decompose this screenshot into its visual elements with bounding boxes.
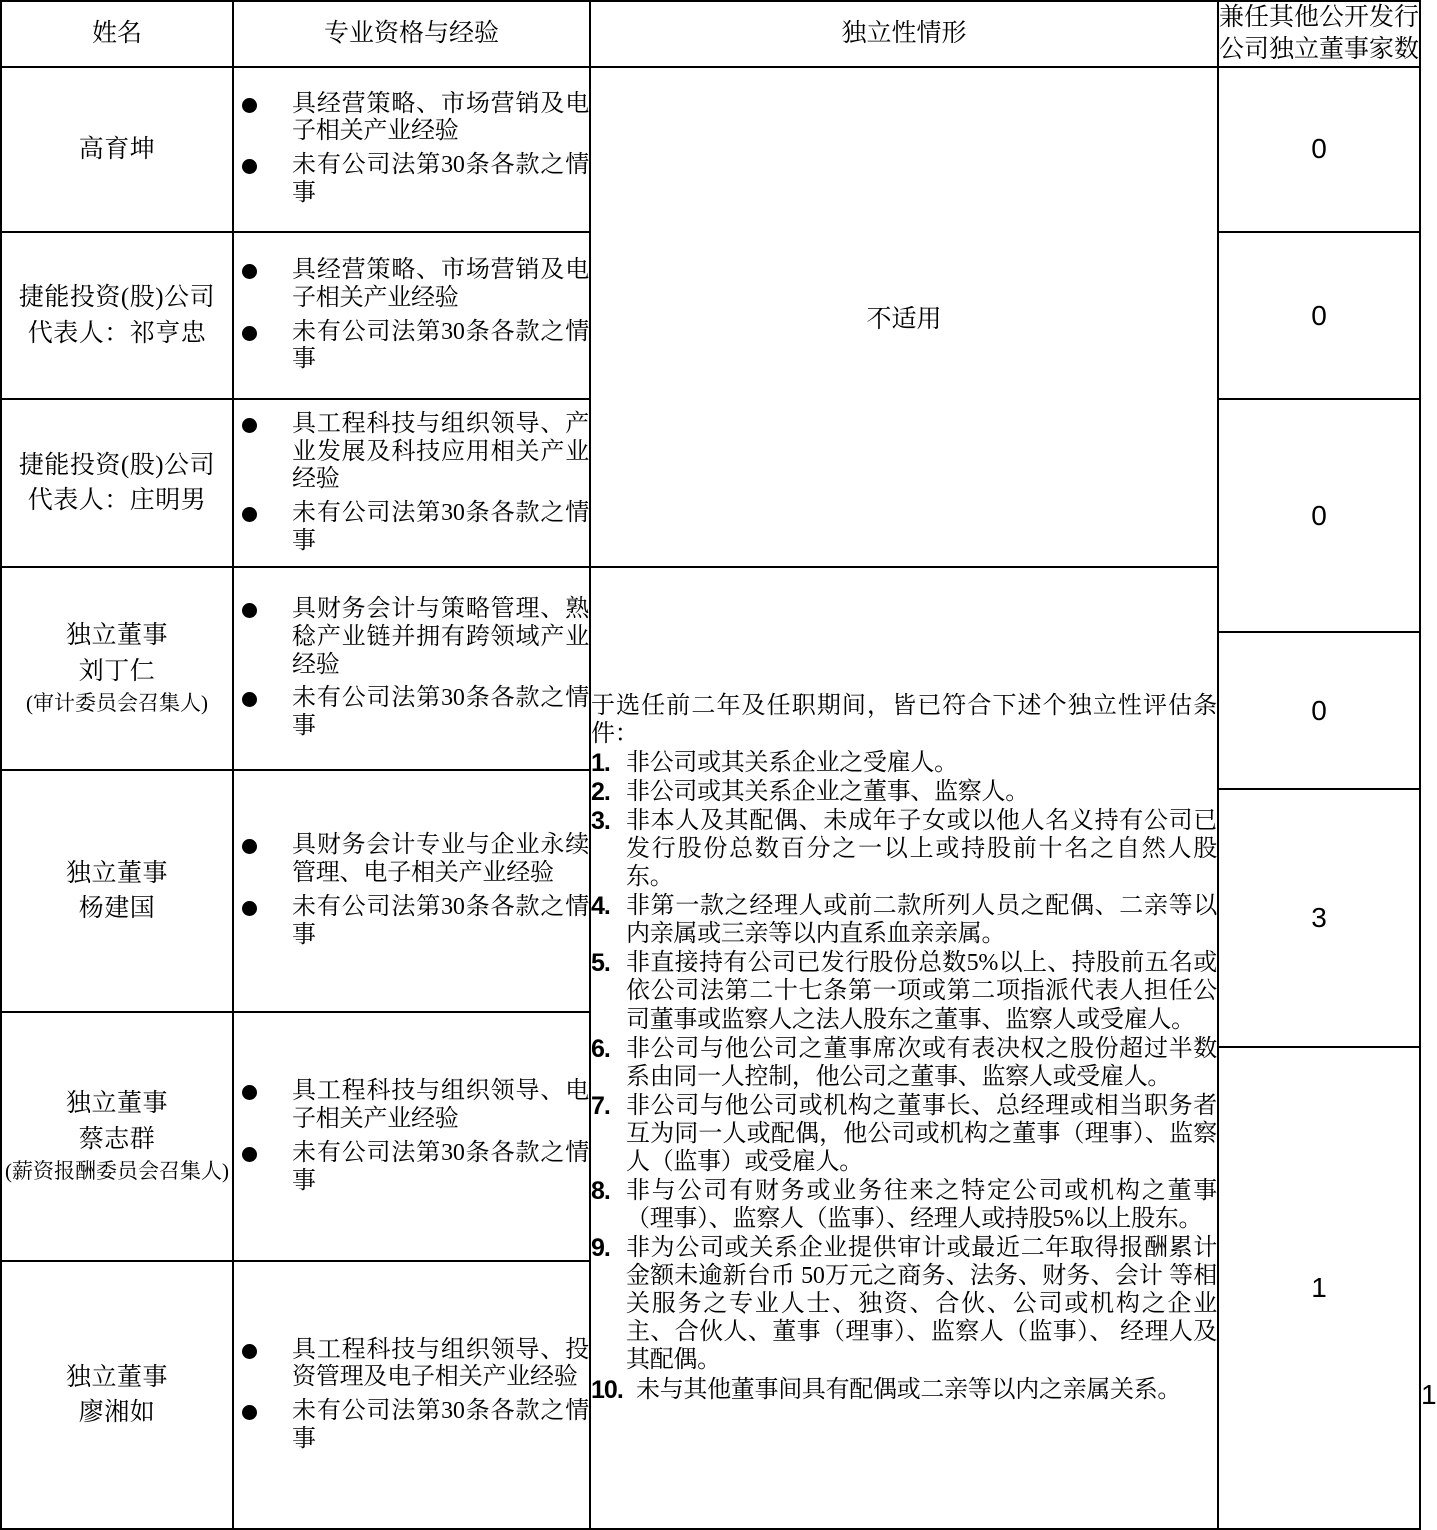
list-item: 具经营策略、市场营销及电子相关产业经验 bbox=[234, 257, 589, 313]
independence-criteria-list bbox=[591, 749, 1217, 1404]
list-item: 具经营策略、市场营销及电子相关产业经验 bbox=[234, 91, 589, 147]
name-line-1: 独立董事 bbox=[65, 859, 168, 887]
table-row bbox=[1, 567, 1420, 632]
name-line-1: 独立董事 bbox=[65, 1090, 168, 1118]
cell-concurrent-count: 3 bbox=[1218, 789, 1420, 1047]
independence-intro: 于选任前二年及任职期间，皆已符合下述个独立性评估条件： bbox=[591, 692, 1217, 747]
list-item: 未有公司法第30条各款之情事 bbox=[234, 685, 589, 741]
qualification-list bbox=[234, 91, 589, 208]
list-item: 非第一款之经理人或前二款所列人员之配偶、二亲等以内亲属或三亲等以内直系血亲亲属。 bbox=[626, 893, 1217, 948]
cell-concurrent-count: 0 bbox=[1218, 232, 1420, 400]
name-line-1: 独立董事 bbox=[65, 622, 168, 650]
cell-independence-criteria bbox=[590, 567, 1218, 1529]
qualification-list bbox=[234, 596, 589, 741]
name-role-note: (审计委员会召集人) bbox=[26, 691, 208, 716]
list-item: 非直接持有公司已发行股份总数5%以上、持股前五名或依公司法第二十七条第一项或第二项指派代表人担任公司董事或监察人之法人股东之董事、监察人或受雇人。 bbox=[626, 950, 1217, 1033]
header-concurrent-count: 兼任其他公开发行公司独立董事家数 bbox=[1218, 1, 1420, 67]
table-body bbox=[1, 67, 1437, 1529]
header-independence: 独立性情形 bbox=[590, 1, 1218, 67]
list-item: 未有公司法第30条各款之情事 bbox=[234, 1398, 589, 1454]
name-line-1: 独立董事 bbox=[65, 1363, 168, 1391]
header-name: 姓名 bbox=[1, 1, 233, 67]
name-line-2: 杨建国 bbox=[78, 895, 156, 923]
list-item: 非公司与他公司或机构之董事长、总经理或相当职务者互为同一人或配偶，他公司或机构之董事（理事）、监察人（监事）或受雇人。 bbox=[626, 1092, 1217, 1175]
table-header bbox=[1, 1, 1420, 67]
cell-concurrent-count: 1 bbox=[1218, 1047, 1420, 1529]
name-line-1: 捷能投资(股)公司 bbox=[18, 284, 216, 312]
cell-name bbox=[1, 567, 233, 770]
name-line-1: 高育坤 bbox=[78, 135, 156, 163]
list-item: 具工程科技与组织领导、产业发展及科技应用相关产业经验 bbox=[234, 411, 589, 494]
name-line-2: 廖湘如 bbox=[78, 1399, 156, 1427]
qualification-list bbox=[234, 1078, 589, 1195]
qualification-list bbox=[234, 257, 589, 374]
name-role-note: (薪资报酬委员会召集人) bbox=[5, 1159, 229, 1184]
list-item: 非本人及其配偶、未成年子女或以他人名义持有公司已发行股份总数百分之一以上或持股前十名之自然人股东。 bbox=[626, 807, 1217, 891]
name-line-2: 代表人：庄明男 bbox=[27, 487, 207, 515]
cell-qualification bbox=[233, 1012, 590, 1261]
cell-qualification bbox=[233, 232, 590, 400]
cell-qualification bbox=[233, 1261, 590, 1529]
name-line-2: 蔡志群 bbox=[78, 1125, 156, 1153]
name-line-2: 刘丁仁 bbox=[78, 657, 156, 685]
list-item: 具财务会计专业与企业永续管理、电子相关产业经验 bbox=[234, 832, 589, 888]
list-item: 未有公司法第30条各款之情事 bbox=[234, 319, 589, 375]
cell-name bbox=[1, 1261, 233, 1529]
name-line-1: 捷能投资(股)公司 bbox=[18, 451, 216, 479]
table-row: 独立董事 廖湘如 具工程科技与组织领导、投资管理及电子相关产业经验 未有公司法第30条各款之情事 1 bbox=[1, 1261, 1420, 1529]
qualification-list bbox=[234, 411, 589, 556]
cell-name bbox=[1, 232, 233, 400]
name-line-2: 代表人：祁亨忠 bbox=[27, 319, 207, 347]
cell-concurrent-count: 0 bbox=[1218, 632, 1420, 789]
list-item: 具工程科技与组织领导、投资管理及电子相关产业经验 bbox=[234, 1337, 589, 1393]
cell-concurrent-count: 0 bbox=[1218, 399, 1420, 632]
cell-qualification bbox=[233, 567, 590, 770]
cell-name bbox=[1, 770, 233, 1013]
header-row bbox=[1, 1, 1420, 67]
list-item: 未有公司法第30条各款之情事 bbox=[234, 1140, 589, 1196]
cell-concurrent-count: 0 bbox=[1218, 67, 1420, 232]
list-item: 非与公司有财务或业务往来之特定公司或机构之董事（理事）、监察人（监事）、经理人或持股5%以上股东。 bbox=[626, 1178, 1217, 1233]
cell-name bbox=[1, 1012, 233, 1261]
list-item: 未与其他董事间具有配偶或二亲等以内之亲属关系。 bbox=[636, 1376, 1182, 1403]
list-item: 非公司或其关系企业之受雇人。 bbox=[626, 749, 958, 776]
header-qualification: 专业资格与经验 bbox=[233, 1, 590, 67]
cell-qualification bbox=[233, 770, 590, 1013]
list-item: 非公司与他公司之董事席次或有表决权之股份超过半数系由同一人控制，他公司之董事、监察人或受雇人。 bbox=[626, 1035, 1217, 1090]
list-item: 未有公司法第30条各款之情事 bbox=[234, 894, 589, 950]
cell-qualification bbox=[233, 67, 590, 232]
list-item: 未有公司法第30条各款之情事 bbox=[234, 500, 589, 556]
list-item: 具工程科技与组织领导、电子相关产业经验 bbox=[234, 1078, 589, 1134]
list-item: 未有公司法第30条各款之情事 bbox=[234, 152, 589, 208]
cell-name bbox=[1, 67, 233, 232]
list-item: 非公司或其关系企业之董事、监察人。 bbox=[626, 778, 1029, 805]
cell-name bbox=[1, 399, 233, 567]
list-item: 具财务会计与策略管理、熟稔产业链并拥有跨领域产业经验 bbox=[234, 596, 589, 679]
cell-independence-not-applicable: 不适用 bbox=[590, 67, 1218, 567]
qualification-list bbox=[234, 832, 589, 949]
list-item: 非为公司或关系企业提供审计或最近二年取得报酬累计金额未逾新台币 50万元之商务、法务、财务、会计 等相关服务之专业人士、独资、合伙、公司或机构之企业主、合伙人、董事（理事）、监察人（监事）、 经理人及其配偶。 bbox=[626, 1235, 1217, 1374]
qualification-list bbox=[234, 1337, 589, 1454]
table-row bbox=[1, 67, 1420, 232]
cell-qualification bbox=[233, 399, 590, 567]
